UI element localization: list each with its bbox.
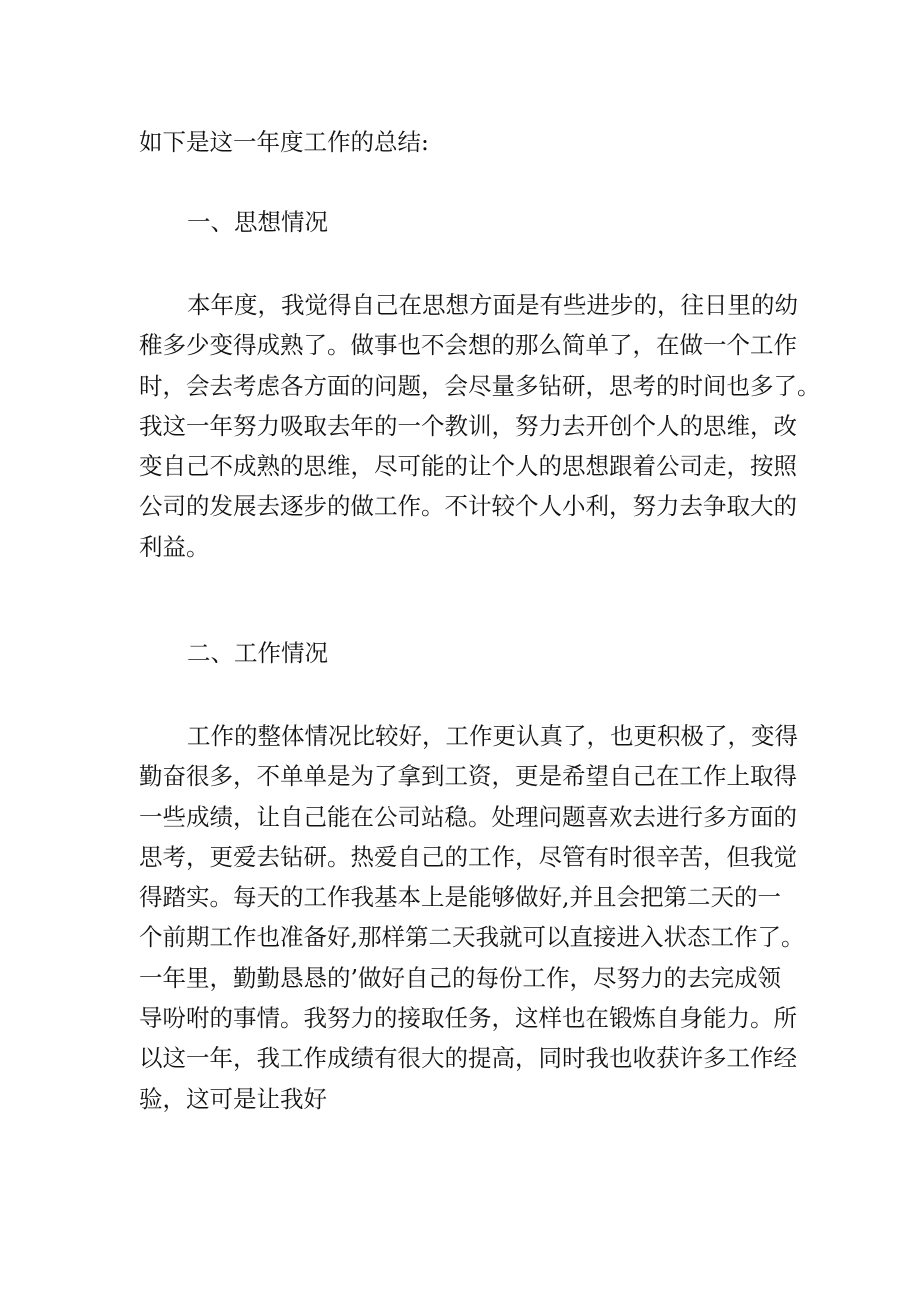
paragraph-line: 导吩咐的事情。我努力的接取任务，这样也在锻炼自身能力。所 — [139, 1004, 797, 1033]
paragraph-line: 勤奋很多，不单单是为了拿到工资，更是希望自己在工作上取得 — [139, 762, 797, 791]
paragraph-line: 本年度，我觉得自己在思想方面是有些进步的，往日里的幼 — [187, 291, 798, 319]
paragraph-line: 一年里，勤勤恳恳的’做好自己的每份工作，尽努力的去完成领 — [139, 963, 781, 992]
paragraph-line: 利益。 — [139, 532, 210, 561]
paragraph-line: 稚多少变得成熟了。做事也不会想的那么简单了，在做一个工作 — [139, 331, 797, 360]
paragraph-line: 我这一年努力吸取去年的一个教训，努力去开创个人的思维，改 — [139, 411, 797, 440]
paragraph-line: 思考，更爱去钻研。热爱自己的工作，尽管有时很辛苦，但我觉 — [139, 842, 797, 871]
intro-line: 如下是这一年度工作的总结: — [139, 128, 429, 156]
paragraph-line: 验，这可是让我好 — [139, 1084, 327, 1113]
paragraph-line: 变自己不成熟的思维，尽可能的让个人的思想跟着公司走，按照 — [139, 452, 797, 481]
paragraph-line: 时，会去考虑各方面的问题，会尽量多钻研，思考的时间也多了。 — [139, 371, 821, 400]
section-heading-work: 二、工作情况 — [187, 639, 328, 667]
paragraph-work — [0, 716, 920, 1119]
paragraph-thought — [0, 285, 920, 567]
paragraph-line: 公司的发展去逐步的做工作。不计较个人小利，努力去争取大的 — [139, 492, 797, 521]
paragraph-line: 工作的整体情况比较好，工作更认真了，也更积极了，变得 — [187, 722, 798, 750]
paragraph-line: 一些成绩，让自己能在公司站稳。处理问题喜欢去进行多方面的 — [139, 802, 797, 831]
section-heading-thought: 一、思想情况 — [187, 208, 328, 236]
paragraph-line: 得踏实。每天的工作我基本上是能够做好,并且会把第二天的一 — [139, 883, 781, 912]
paragraph-line: 个前期工作也准备好,那样第二天我就可以直接进入状态工作了。 — [139, 923, 805, 952]
paragraph-line: 以这一年，我工作成绩有很大的提高，同时我也收获许多工作经 — [139, 1044, 797, 1073]
